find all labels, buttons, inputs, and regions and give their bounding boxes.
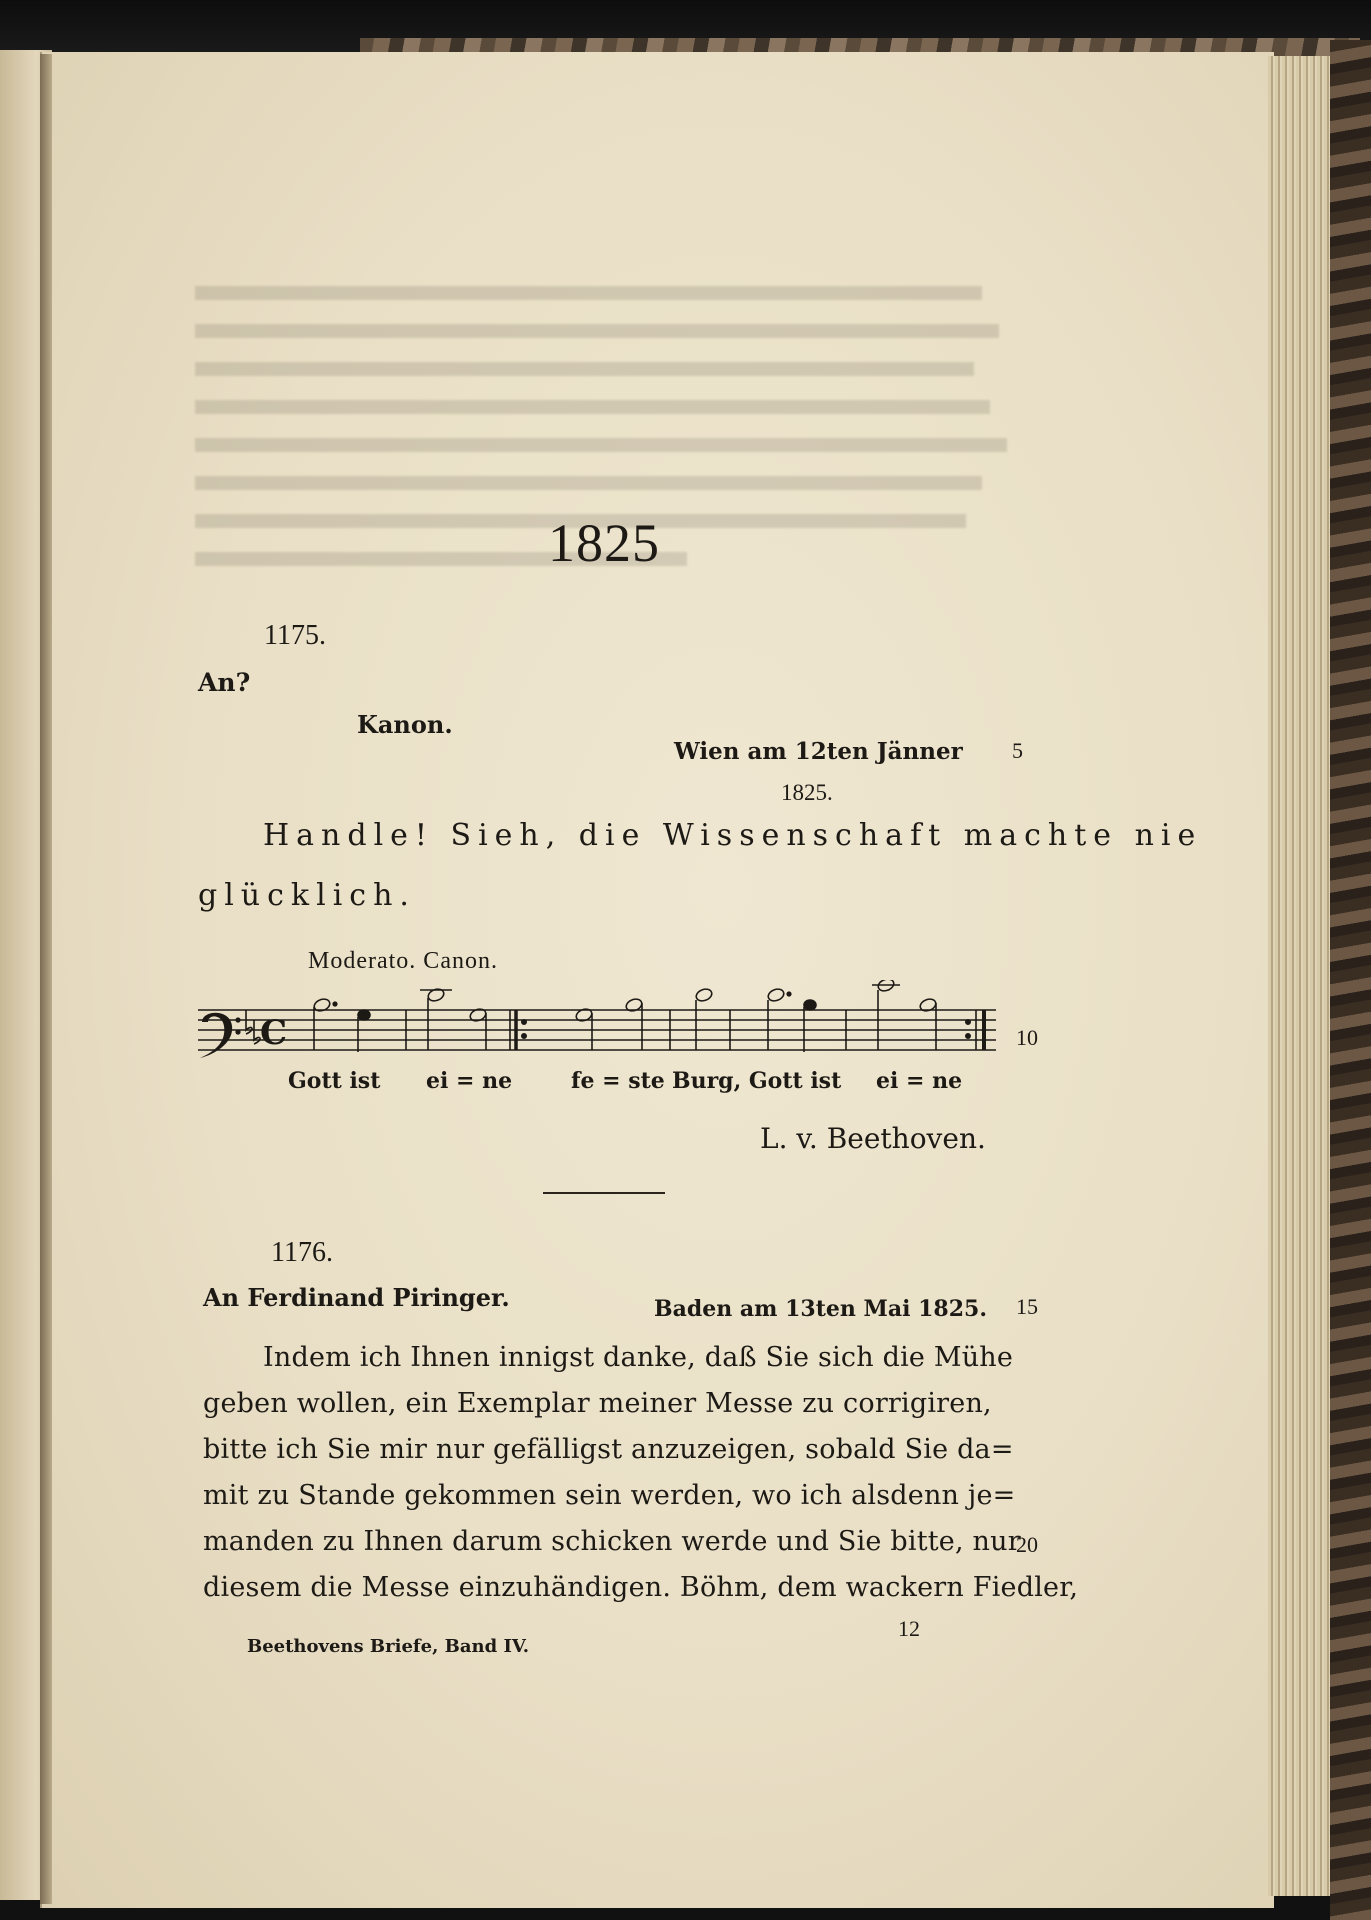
page-gutter [40,54,52,1904]
composer-signature: L. v. Beethoven. [760,1122,986,1155]
running-footer: Beethovens Briefe, Band IV. [247,1636,529,1657]
letter-recipient: An? [198,668,251,697]
lyric-syllable: ei = ne [876,1068,963,1094]
letter-number: 1175. [264,620,326,651]
year-heading: 1825 [548,513,660,573]
body-line: Indem ich Ihnen innigst danke, daß Sie sich die Mühe [263,1342,1014,1373]
music-staff [196,980,1016,1070]
notes [313,980,984,1052]
letter-recipient: An Ferdinand Piringer. [203,1283,510,1312]
body-line: manden zu Ihnen darum schicken werde und Sie bitte, nur [203,1526,1021,1557]
body-line: diesem die Messe einzuhändigen. Böhm, dem wackern Fiedler, [203,1572,1079,1603]
canon-text-line: Handle! Sieh, die Wissenschaft machte nie [263,818,1203,853]
body-line: mit zu Stande gekommen sein werden, wo ich alsdenn je= [203,1480,1016,1511]
body-line: geben wollen, ein Exemplar meiner Messe zu corrigiren, [203,1388,992,1419]
margin-line-number: 15 [1016,1294,1038,1319]
letter-genre: Kanon. [357,710,453,739]
letter-date-year: 1825. [781,780,833,805]
signature-mark: 12 [898,1616,920,1641]
common-time-icon: C [260,1013,288,1053]
key-signature-flats-icon [246,1010,260,1044]
page-stack-edge [1268,56,1338,1896]
body-line: bitte ich Sie mir nur gefälligst anzuzeigen, sobald Sie da= [203,1434,1014,1465]
lyric-syllable: Gott ist [288,1068,381,1094]
staff-lines [198,1010,996,1050]
margin-line-number: 10 [1016,1025,1038,1050]
lyric-syllable: Burg, Gott ist [672,1068,842,1094]
section-divider [543,1192,665,1194]
tempo-marking: Moderato. Canon. [308,948,498,974]
canon-text-line: glücklich. [198,878,416,913]
letter-place-date: Wien am 12ten Jänner [674,738,963,765]
lyric-syllable: fe = ste [571,1068,665,1094]
letter-place-date: Baden am 13ten Mai 1825. [654,1296,988,1322]
margin-line-number: 20 [1016,1532,1038,1557]
lyric-syllable: ei = ne [426,1068,513,1094]
book-cover-right [1330,40,1371,1920]
margin-line-number: 5 [1012,738,1023,763]
letter-number: 1176. [271,1237,333,1268]
